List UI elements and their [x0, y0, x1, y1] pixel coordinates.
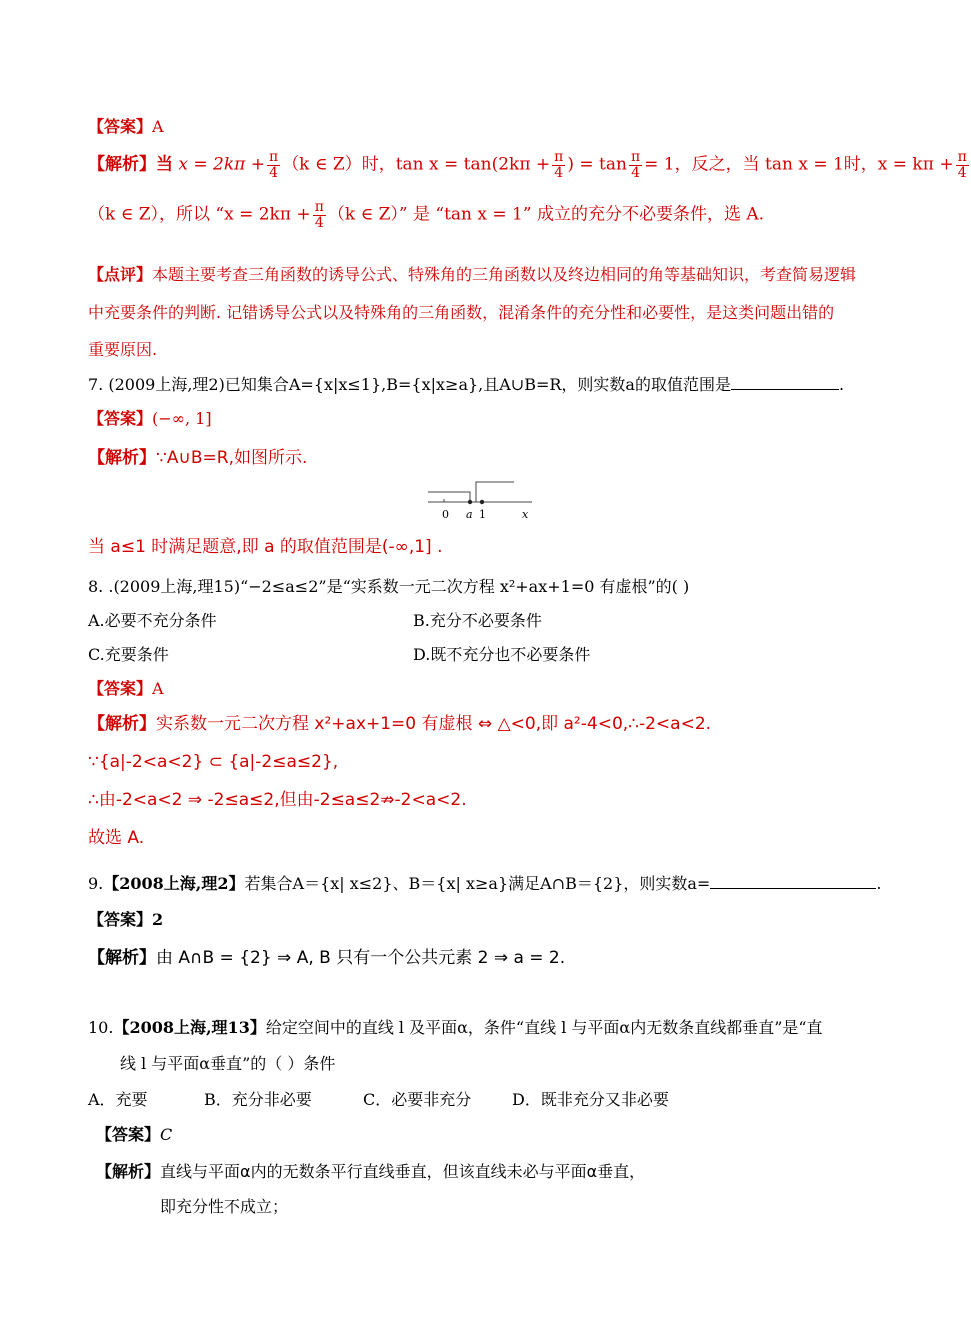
- formula: （k ∈ Z）时，tan x = tan(2kπ +: [282, 154, 551, 175]
- q6-answer-line: [88, 117, 164, 136]
- q8-analysis-line4: [88, 828, 144, 848]
- question-text: 若集合A＝{x| x≤2}、B＝{x| x≥a}满足A∩B＝{2}，则实数a=: [244, 874, 711, 893]
- q6-comment-line1: [88, 265, 856, 284]
- q9-answer-line: [88, 910, 163, 929]
- frac-num: π: [268, 149, 279, 165]
- formula: （k ∈ Z），所以 “x = 2kπ +: [88, 204, 311, 225]
- analysis-text: 当 a≤1 时满足题意,即 a 的取值范围是(-∞,1] .: [88, 537, 443, 557]
- q8-option-d: [413, 645, 590, 664]
- set-b-bracket: [476, 482, 514, 502]
- point-one: [480, 500, 484, 504]
- q6-analysis-line1: [88, 150, 971, 180]
- option-text: A．充要: [88, 1090, 148, 1109]
- comment-text: 重要原因.: [88, 340, 158, 359]
- formula: x = 2kπ +: [178, 154, 265, 175]
- question-number: 9.: [88, 874, 104, 893]
- q6-comment-line2: [88, 303, 834, 322]
- question-text: 8. .(2009上海,理15)“−2≤a≤2”是“实系数一元二次方程 x²+ax+1=0 有虚根”的( ): [88, 577, 690, 596]
- number-line-figure: [426, 478, 536, 524]
- q8-stem: [88, 577, 689, 596]
- q9-analysis-line: [88, 948, 565, 968]
- option-text: B.充分不必要条件: [413, 611, 542, 630]
- q6-analysis-line2: [88, 200, 764, 230]
- q10-option-c: [363, 1090, 471, 1109]
- q10-answer-line: [96, 1125, 172, 1144]
- analysis-label: 【解析】: [88, 154, 156, 175]
- answer-value: (−∞, 1]: [152, 409, 212, 428]
- question-source: 【2008上海,理2】: [103, 874, 245, 893]
- fraction: [552, 150, 565, 180]
- fraction: [313, 200, 326, 230]
- q7-stem: [88, 375, 844, 394]
- label-x: x: [522, 508, 529, 521]
- point-a: [468, 500, 472, 504]
- frac-num: π: [957, 149, 967, 165]
- analysis-label: 【解析】: [88, 448, 156, 468]
- answer-value: A: [152, 679, 164, 698]
- formula: ) = tan: [567, 154, 627, 175]
- option-text: B．充分非必要: [204, 1090, 312, 1109]
- answer-label: 【答案】: [88, 117, 153, 136]
- formula: = 1，反之，当 tan x = 1时，x = kπ +: [644, 154, 954, 175]
- analysis-text: ∴由-2<a<2 ⇒ -2≤a≤2,但由-2≤a≤2⇏-2<a<2.: [88, 790, 467, 810]
- option-text: A.必要不充分条件: [88, 611, 217, 630]
- frac-num: π: [554, 149, 564, 165]
- answer-label: 【答案】: [96, 1125, 161, 1144]
- q9-stem: [88, 874, 881, 893]
- q8-analysis-line1: [88, 714, 711, 734]
- answer-label: 【答案】: [88, 910, 153, 929]
- question-number: 10.: [88, 1018, 114, 1037]
- fraction: [956, 150, 969, 180]
- answer-value: 2: [152, 910, 164, 929]
- formula: （k ∈ Z）” 是 “tan x = 1” 成立的充分不必要条件，选 A.: [327, 204, 765, 225]
- analysis-text: 实系数一元二次方程 x²+ax+1=0 有虚根 ⇔ △<0,即 a²-4<0,∴-2<a<2.: [156, 714, 712, 734]
- frac-num: π: [630, 149, 641, 165]
- q7-conclusion: [88, 537, 443, 557]
- fraction: [629, 150, 642, 180]
- frac-den: 4: [269, 164, 279, 181]
- frac-den: 4: [314, 214, 324, 231]
- q10-option-a: [88, 1090, 148, 1109]
- option-text: C．必要非充分: [363, 1090, 472, 1109]
- q6-comment-line3: [88, 340, 157, 359]
- answer-value: C: [160, 1125, 173, 1144]
- question-text: .: [838, 375, 845, 394]
- q10-analysis-line1: [96, 1162, 645, 1181]
- q10-stem-line1: [88, 1018, 823, 1037]
- analysis-text: 直线与平面α内的无数条平行直线垂直，但该直线未必与平面α垂直，: [160, 1162, 646, 1181]
- comment-text: 本题主要考查三角函数的诱导公式、特殊角的三角函数以及终边相同的角等基础知识，考查简易逻辑: [152, 265, 857, 284]
- q8-option-c: [88, 645, 169, 664]
- q7-analysis-line: [88, 448, 307, 468]
- set-a-bracket: [428, 492, 470, 502]
- q8-analysis-line3: [88, 790, 467, 810]
- analysis-text: ∵{a|-2<a<2} ⊂ {a|-2≤a≤2},: [88, 752, 339, 772]
- q10-stem-line2: [120, 1054, 335, 1073]
- analysis-text: 由 A∩B = {2} ⇒ A, B 只有一个公共元素 2 ⇒ a = 2.: [156, 948, 566, 968]
- analysis-label: 【解析】: [88, 948, 156, 968]
- analysis-text: ∵A∪B=R,如图所示.: [156, 448, 308, 468]
- frac-num: π: [314, 199, 324, 215]
- frac-den: 4: [554, 164, 564, 181]
- analysis-text: 当: [156, 154, 173, 175]
- analysis-text: 即充分性不成立；: [160, 1197, 289, 1216]
- analysis-label: 【解析】: [88, 714, 156, 734]
- frac-den: 4: [631, 164, 641, 181]
- fraction: [267, 150, 280, 180]
- answer-value: A: [152, 117, 164, 136]
- analysis-label: 【解析】: [96, 1162, 161, 1181]
- label-zero: 0: [442, 508, 449, 521]
- answer-blank: [731, 375, 839, 390]
- label-one: 1: [479, 508, 486, 521]
- analysis-text: 故选 A.: [88, 828, 145, 848]
- answer-label: 【答案】: [88, 679, 153, 698]
- q8-answer-line: [88, 679, 164, 698]
- q10-option-b: [204, 1090, 312, 1109]
- q10-analysis-line2: [160, 1197, 288, 1216]
- comment-label: 【点评】: [88, 265, 153, 284]
- question-text: 7. (2009上海,理2)已知集合A={x|x≤1},B={x|x≥a},且A∪B=R，则实数a的取值范围是: [88, 375, 731, 394]
- answer-blank: [710, 874, 876, 889]
- frac-den: 4: [957, 164, 967, 181]
- option-text: D．既非充分又非必要: [512, 1090, 669, 1109]
- question-source: 【2008上海,理13】: [113, 1018, 266, 1037]
- answer-label: 【答案】: [88, 409, 153, 428]
- q10-option-d: [512, 1090, 669, 1109]
- option-text: D.既不充分也不必要条件: [413, 645, 591, 664]
- label-a: a: [466, 508, 473, 521]
- q8-analysis-line2: [88, 752, 338, 772]
- question-text: .: [876, 874, 882, 893]
- q7-answer-line: [88, 409, 212, 428]
- question-text: 给定空间中的直线 l 及平面α，条件“直线 l 与平面α内无数条直线都垂直”是“直: [265, 1018, 823, 1037]
- question-text: 线 l 与平面α垂直”的（ ）条件: [120, 1054, 336, 1073]
- q8-option-b: [413, 611, 542, 630]
- option-text: C.充要条件: [88, 645, 169, 664]
- comment-text: 中充要条件的判断. 记错诱导公式以及特殊角的三角函数，混淆条件的充分性和必要性，是这类问题出错的: [88, 303, 835, 322]
- q8-option-a: [88, 611, 217, 630]
